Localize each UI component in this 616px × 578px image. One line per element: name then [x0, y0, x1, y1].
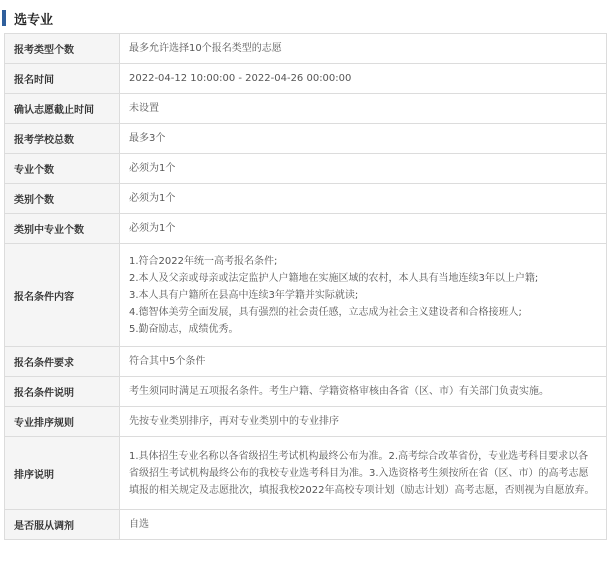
row-value: 必须为1个: [120, 154, 607, 184]
table-row: [5, 377, 607, 407]
table-row: [5, 64, 607, 94]
row-value: 必须为1个: [120, 184, 607, 214]
condition-item: 4.德智体美劳全面发展，具有强烈的社会责任感，立志成为社会主义建设者和合格接班人;: [129, 306, 522, 318]
section-title: 选专业: [14, 12, 54, 28]
row-value: 必须为1个: [120, 214, 607, 244]
table-row: [5, 34, 607, 64]
row-label: 专业个数: [5, 154, 120, 184]
table-row: [5, 94, 607, 124]
row-value: 最多允许选择10个报名类型的志愿: [120, 34, 607, 64]
table-row: [5, 184, 607, 214]
row-label: 类别中专业个数: [5, 214, 120, 244]
table-row: [5, 347, 607, 377]
row-label: 报考类型个数: [5, 34, 120, 64]
condition-item: 1.符合2022年统一高考报名条件;: [129, 255, 278, 267]
row-label: 报考学校总数: [5, 124, 120, 154]
row-label: 报名条件内容: [5, 244, 120, 347]
row-label: 报名条件要求: [5, 347, 120, 377]
table-row: [5, 407, 607, 437]
row-value: 最多3个: [120, 124, 607, 154]
row-value: 未设置: [120, 94, 607, 124]
condition-item: 5.勤奋励志，成绩优秀。: [129, 323, 239, 335]
section-header: [0, 6, 616, 30]
row-value: 先按专业类别排序，再对专业类别中的专业排序: [120, 407, 607, 437]
table-row: [5, 510, 607, 540]
table-row: [5, 154, 607, 184]
row-value: 1.具体招生专业名称以各省级招生考试机构最终公布为准。2.高考综合改革省份，专业选考科目要求以各省级招生考试机构最终公布的我校专业选考科目为准。3.入选资格考生须按所在省（区、市）的高考志愿填报的相关规定及志愿批次，填报我校2022年高校专项计划（励志计划）高考志愿，否则视为自愿放弃。: [120, 437, 607, 510]
conditions-list: [120, 244, 607, 347]
row-value: 考生须同时满足五项报名条件。考生户籍、学籍资格审核由各省（区、市）有关部门负责实施。: [120, 377, 607, 407]
row-label: 确认志愿截止时间: [5, 94, 120, 124]
row-label: 报名时间: [5, 64, 120, 94]
row-label: 是否服从调剂: [5, 510, 120, 540]
table-row: [5, 437, 607, 510]
info-table: [4, 33, 607, 540]
row-label: 类别个数: [5, 184, 120, 214]
row-value: 2022-04-12 10:00:00 - 2022-04-26 00:00:00: [120, 64, 607, 94]
condition-item: 2.本人及父亲或母亲或法定监护人户籍地在实施区域的农村，本人具有当地连续3年以上户籍;: [129, 272, 539, 284]
table-row: [5, 244, 607, 347]
row-label: 报名条件说明: [5, 377, 120, 407]
row-value: 自选: [120, 510, 607, 540]
row-value: 符合其中5个条件: [120, 347, 607, 377]
table-row: [5, 214, 607, 244]
row-label: 排序说明: [5, 437, 120, 510]
row-label: 专业排序规则: [5, 407, 120, 437]
table-row: [5, 124, 607, 154]
condition-item: 3.本人具有户籍所在县高中连续3年学籍并实际就读;: [129, 289, 359, 301]
section-accent-bar: [2, 10, 6, 26]
